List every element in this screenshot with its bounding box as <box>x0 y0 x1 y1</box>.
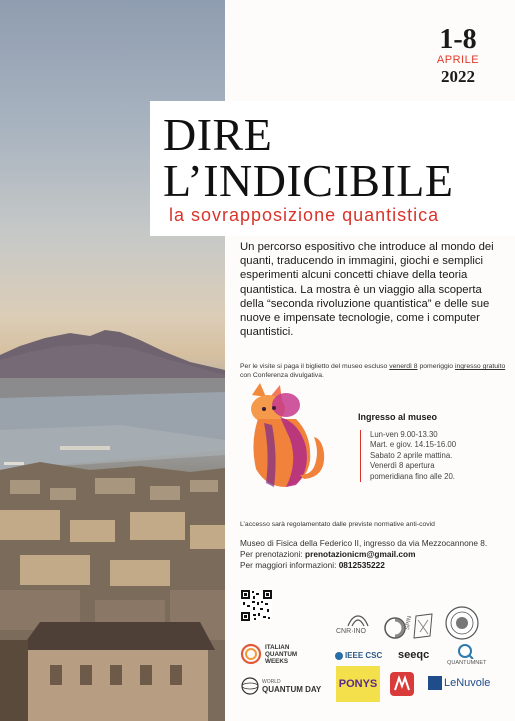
visit-note-text-1: Per le visite si paga il biglietto del museo escluso <box>240 363 390 370</box>
subtitle: la sovrapposizione quantistica <box>169 205 440 225</box>
cat-illustration <box>240 383 332 495</box>
visit-note-free-entry: ingresso gratuito <box>454 363 506 370</box>
lenuvole-icon <box>428 676 442 690</box>
spin-label: SPIN <box>404 615 414 631</box>
ieee-icon <box>335 652 343 660</box>
hours-line: Lun-ven 9.00-13.30 <box>370 430 438 439</box>
access-note: L’accesso sarà regolamentato dalle previste normative anti-covid <box>240 521 435 528</box>
title-box <box>150 101 515 236</box>
cnr-label: CNR·INO <box>336 628 366 635</box>
spin-logo <box>404 612 434 642</box>
ponys-logo <box>336 666 380 702</box>
contact-info <box>240 538 505 570</box>
hours-line: pomeridiana fino alle 20. <box>370 471 455 481</box>
cnr-icon <box>346 614 370 628</box>
museum-heading: Ingresso al museo <box>358 412 438 422</box>
iqw-icon <box>240 643 262 665</box>
iqw-line-1: ITALIAN <box>265 644 290 651</box>
lenuvole-label: LeNuvole <box>443 677 491 689</box>
federico-ii-seal <box>445 606 479 642</box>
wqd-line-1: WORLD <box>262 679 281 685</box>
ponys-label: PONYS <box>338 678 378 690</box>
lenuvole-logo <box>428 676 490 690</box>
hours-line: Mart. e giov. 14.15-16.00 <box>370 440 457 450</box>
ieee-label: IEEE CSC <box>344 651 383 660</box>
seeqc-logo <box>398 649 429 661</box>
title-line-2: L’INDICIBILE <box>163 155 454 206</box>
wqd-line-2: QUANTUM DAY <box>262 685 322 694</box>
mix-logo-icon <box>388 670 416 700</box>
iqw-line-2: QUANTUM <box>265 651 298 658</box>
museum-hours <box>360 430 510 482</box>
date-month: APRILE <box>436 54 480 66</box>
intro-paragraph: Un percorso espositivo che introduce al mondo dei quanti, traducendo in immagini, giochi e semplici esperimenti alcuni concetti chiave della teoria quantistica. La mostra è un viaggio alla scoperta della “seconda rivoluzione quantistica” e delle sue nuove e impensate tecnologie, come i computer quantistici. <box>240 241 494 339</box>
seeqc-label: seeqc <box>398 649 430 661</box>
ieee-csc-logo <box>335 651 382 660</box>
iqw-line-3: WEEKS <box>265 658 289 665</box>
hours-line: Sabato 2 aprile mattina. <box>370 450 453 460</box>
hours-line: Venerdì 8 apertura <box>370 461 435 471</box>
booking-email[interactable]: prenotazionicm@gmail.com <box>305 548 416 559</box>
visit-note <box>240 362 510 380</box>
visit-note-text-3: con Conferenza divulgativa. <box>240 372 324 379</box>
date-days: 1-8 <box>439 24 477 55</box>
info-line <box>240 560 505 571</box>
info-label: Per maggiori informazioni: <box>240 559 339 570</box>
quantumnet-label: QUANTUMNET <box>447 660 487 666</box>
quantumnet-logo <box>447 643 486 666</box>
event-date <box>423 26 493 87</box>
booking-label: Per prenotazioni: <box>240 548 306 559</box>
booking-line <box>240 549 505 560</box>
visit-note-text-2: pomeriggio <box>417 363 455 370</box>
visit-note-friday: venerdì 8 <box>389 363 418 370</box>
phone-number[interactable]: 0812535222 <box>338 559 385 570</box>
csc-icon <box>383 616 407 642</box>
title-line-1: DIRE <box>163 109 273 160</box>
cnr-logo <box>336 614 370 635</box>
date-year: 2022 <box>441 67 475 86</box>
qr-code-icon[interactable] <box>241 590 272 621</box>
address: Museo di Fisica della Federico II, ingresso da via Mezzocannone 8. <box>240 538 488 548</box>
